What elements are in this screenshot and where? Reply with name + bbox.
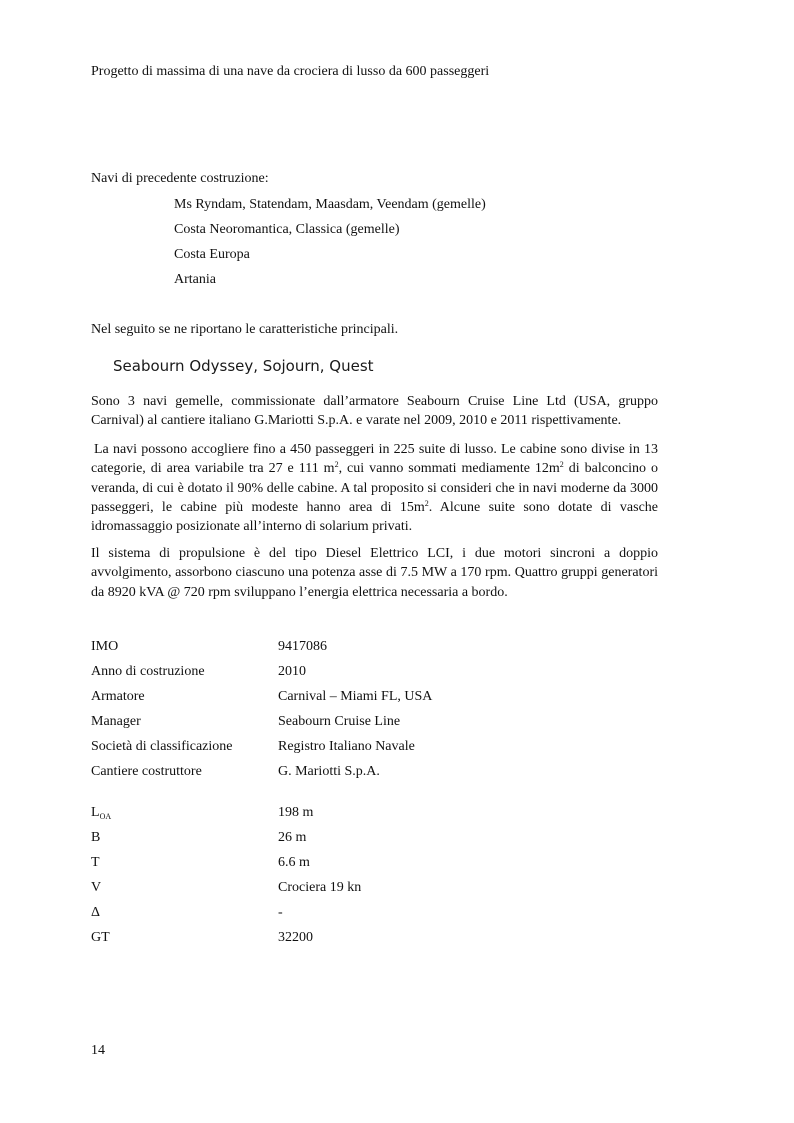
paragraph-text: . Alcune suite sono dotate di vasche idromassaggio posizionate all’interno di solarium privati.	[91, 499, 658, 535]
table-row	[91, 663, 432, 688]
previous-ships-list	[174, 195, 486, 295]
previous-ships-title: Navi di precedente costruzione:	[91, 171, 269, 186]
table-row	[91, 854, 361, 879]
spec-value: Carnival – Miami FL, USA	[278, 689, 433, 704]
specs-dimensions-table	[91, 804, 361, 954]
spec-label: Anno di costruzione	[91, 664, 205, 679]
table-row	[91, 879, 361, 904]
spec-label: Società di classificazione	[91, 739, 233, 754]
paragraph-propulsion: Il sistema di propulsione è del tipo Diesel Elettrico LCI, i due motori sincroni a doppio avvolgimento, assorbono ciascuno una potenza asse di 7.5 MW a 170 rpm. Quattro gruppi generatori da 8920 kVA @ 720 rpm sviluppano l’energia elettrica necessaria a bordo.	[91, 546, 658, 600]
spec-value: 9417086	[278, 639, 327, 654]
loa-subscript: OA	[99, 812, 112, 821]
spec-label: GT	[91, 930, 110, 945]
spec-value: Seabourn Cruise Line	[278, 714, 401, 729]
table-row	[91, 829, 361, 854]
page-number: 14	[91, 1043, 105, 1058]
paragraph-text: La navi possono accogliere fino a 450 passeggeri in 225 suite di lusso. Le cabine sono divise in 13 categorie, di area variabile tra 27 e 111 m	[91, 442, 658, 477]
spec-label: Cantiere costruttore	[91, 764, 202, 779]
spec-value: Crociera 19 kn	[278, 880, 362, 895]
superscript: 2	[559, 460, 564, 470]
spec-value: 32200	[278, 930, 313, 945]
running-header: Progetto di massima di una nave da crociera di lusso da 600 passeggeri	[91, 64, 490, 79]
paragraph-description: Sono 3 navi gemelle, commissionate dall’armatore Seabourn Cruise Line Ltd (USA, gruppo Carnival) al cantiere italiano G.Mariotti S.p.A. e varate nel 2009, 2010 e 2011 rispettivamente.	[91, 394, 658, 429]
spec-value: 26 m	[278, 830, 307, 845]
list-item: Costa Neoromantica, Classica (gemelle)	[174, 222, 400, 237]
table-row	[91, 638, 432, 663]
spec-value: -	[278, 905, 283, 920]
superscript: 2	[334, 460, 339, 470]
table-row	[91, 738, 432, 763]
spec-value: Registro Italiano Navale	[278, 739, 415, 754]
spec-label: V	[91, 880, 102, 895]
table-row	[91, 904, 361, 929]
paragraph-text: , cui vanno sommati mediamente 12m	[338, 461, 560, 477]
section-heading: Seabourn Odyssey, Sojourn, Quest	[113, 357, 374, 375]
paragraph-cabins	[91, 440, 658, 536]
spec-label: T	[91, 855, 100, 870]
spec-label: IMO	[91, 639, 119, 654]
spec-label: Armatore	[91, 689, 145, 704]
spec-value: 6.6 m	[278, 855, 310, 870]
intro-text: Nel seguito se ne riportano le caratteristiche principali.	[91, 322, 399, 337]
spec-value: G. Mariotti S.p.A.	[278, 764, 380, 779]
table-row	[91, 804, 361, 829]
list-item: Ms Ryndam, Statendam, Maasdam, Veendam (gemelle)	[174, 197, 486, 212]
list-item: Artania	[174, 272, 216, 287]
superscript: 2	[424, 498, 429, 508]
spec-value: 2010	[278, 664, 306, 679]
spec-value: 198 m	[278, 805, 314, 820]
paragraph-text: di balconcino o veranda, di cui è dotato il 90% delle cabine. A tal proposito si consideri che in navi moderne da 3000 passeggeri, le cabine più modeste hanno area di 15m	[91, 461, 659, 515]
spec-label: Δ	[91, 905, 101, 920]
table-row	[91, 688, 432, 713]
list-item: Costa Europa	[174, 247, 250, 262]
spec-label: Manager	[91, 714, 141, 729]
table-row	[91, 763, 432, 788]
table-row	[91, 929, 361, 954]
loa-symbol: L	[91, 805, 100, 820]
spec-label	[91, 804, 278, 829]
specs-general-table	[91, 638, 432, 788]
spec-label: B	[91, 830, 101, 845]
table-row	[91, 713, 432, 738]
